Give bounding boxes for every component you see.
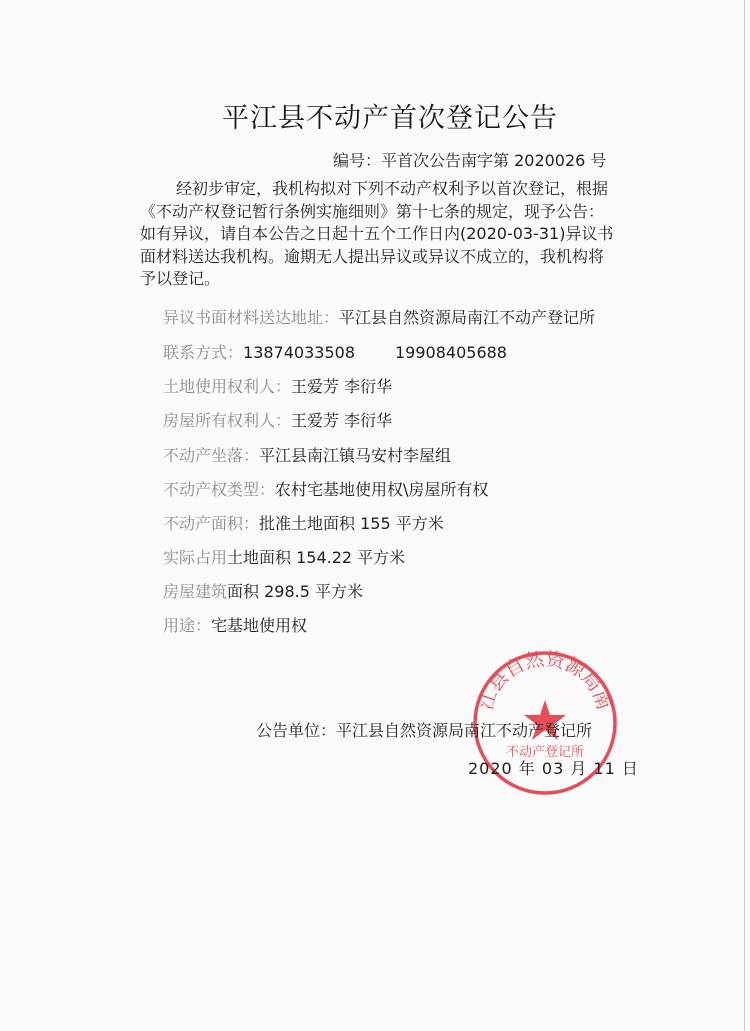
field-label: 联系方式： [163, 343, 244, 362]
phone-number-1: 13874033508 [243, 343, 355, 362]
field-value: 批准土地面积 155 平方米 [259, 514, 444, 533]
field-label: 土地使用权利人： [163, 377, 292, 396]
body-line: 《不动产权登记暂行条例实施细则》第十七条的规定，现予公告： [140, 201, 605, 221]
body-line: 面材料送达我机构。逾期无人提出异议或异议不成立的，我机构将 [140, 246, 605, 266]
body-line: 经初步审定，我机构拟对下列不动产权利予以首次登记，根据 [176, 179, 609, 198]
field-area [163, 511, 444, 534]
field-label: 房屋建筑 [163, 582, 228, 601]
field-value: 平江县自然资源局南江不动产登记所 [339, 308, 596, 327]
field-house-holder [163, 408, 392, 431]
field-value: 面积 298.5 平方米 [227, 582, 363, 601]
field-building-area [163, 579, 363, 602]
field-usage [163, 613, 307, 636]
scan-edge-line [744, 0, 745, 1031]
field-value: 土地面积 154.22 平方米 [227, 548, 406, 567]
field-right-type [163, 477, 488, 500]
field-label: 不动产坐落： [163, 446, 260, 465]
field-label: 异议书面材料送达地址： [163, 308, 340, 327]
field-land-holder [163, 374, 392, 397]
field-label: 不动产权类型： [163, 480, 276, 499]
field-label: 实际占用 [163, 548, 228, 567]
notice-date: 2020 年 03 月 11 日 [468, 759, 639, 778]
phone-number-2: 19908405688 [395, 343, 507, 362]
field-address [163, 305, 595, 328]
field-contact [163, 340, 507, 363]
field-label: 房屋所有权利人： [163, 411, 292, 430]
field-value: 王爱芳 李衍华 [291, 377, 393, 396]
field-value: 王爱芳 李衍华 [291, 411, 393, 430]
body-line: 予以登记。 [140, 269, 221, 288]
seal-top-text: 江县自然资源局南 [474, 648, 616, 713]
field-value: 农村宅基地使用权\房屋所有权 [275, 480, 489, 499]
field-actual-area [163, 545, 405, 568]
seal-bottom-text: 不动产登记所 [505, 745, 585, 760]
notice-body [140, 178, 640, 291]
field-value: 平江县南江镇马安村李屋组 [259, 446, 452, 465]
notice-unit: 公告单位：平江县自然资源局南江不动产登记所 [256, 721, 593, 740]
body-line: 如有异议，请自本公告之日起十五个工作日内(2020-03-31)异议书 [140, 224, 614, 243]
field-location [163, 443, 451, 466]
field-label: 不动产面积： [163, 514, 260, 533]
document-number: 编号：平首次公告南字第 2020026 号 [333, 151, 607, 170]
field-label: 用途： [163, 616, 212, 635]
document-title: 平江县不动产首次登记公告 [222, 103, 558, 134]
field-value: 宅基地使用权 [211, 616, 308, 635]
